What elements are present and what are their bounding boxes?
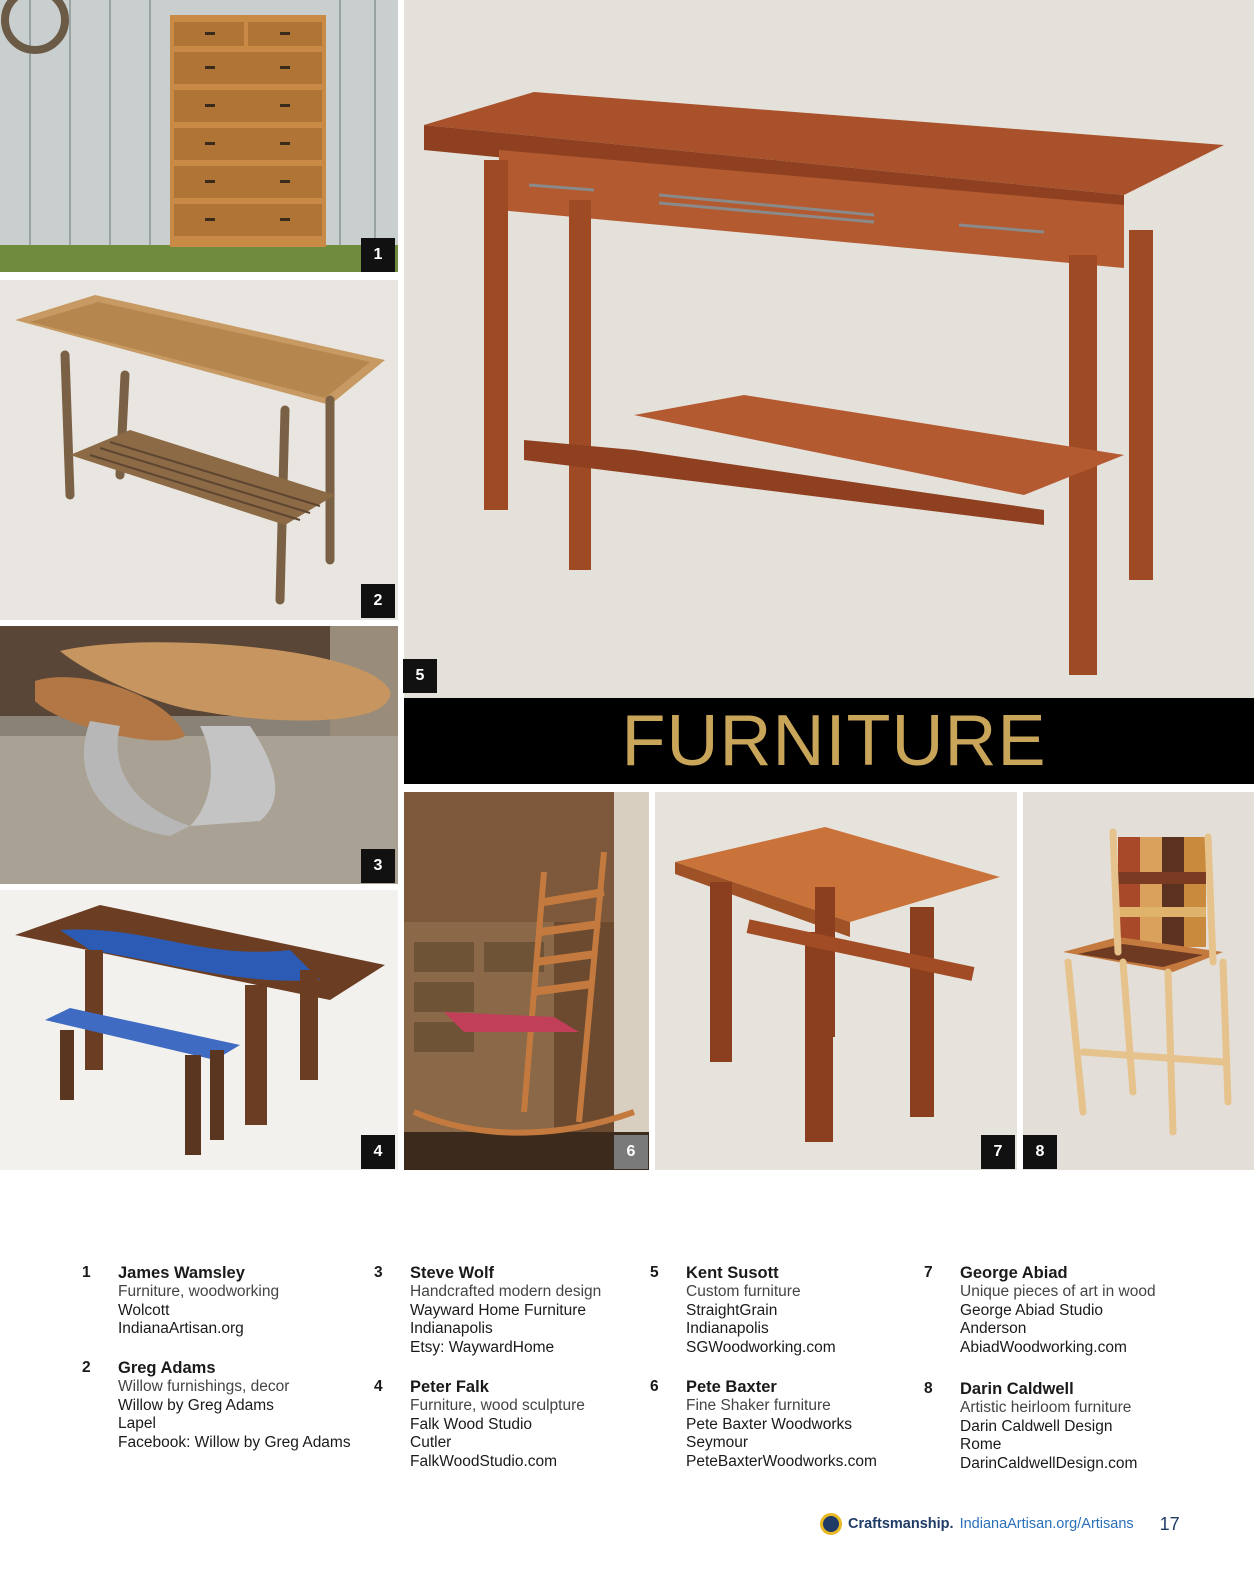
section-title-banner <box>404 698 1254 784</box>
artisan-web: Etsy: WaywardHome <box>410 1339 555 1357</box>
artisan-description: Custom furniture <box>686 1282 801 1300</box>
section-title: FURNITURE <box>621 701 1047 781</box>
artisan-city: Lapel <box>118 1415 156 1433</box>
credit-number: 7 <box>924 1264 933 1281</box>
photo-number-3: 3 <box>361 849 395 883</box>
footer-brand: Craftsmanship. <box>848 1516 954 1532</box>
photo-side-table <box>655 792 1017 1170</box>
credit-item <box>650 1378 930 1472</box>
artisan-web: FalkWoodStudio.com <box>410 1453 558 1471</box>
artisan-business: Darin Caldwell Design <box>960 1417 1113 1435</box>
artisan-description: Fine Shaker furniture <box>686 1396 831 1414</box>
artisan-description: Handcrafted modern design <box>410 1282 602 1300</box>
artisan-city: Rome <box>960 1436 1002 1454</box>
photo-number-7: 7 <box>981 1135 1015 1169</box>
photo-number-6: 6 <box>614 1135 648 1169</box>
artisan-city: Cutler <box>410 1434 452 1452</box>
artisan-web: SGWoodworking.com <box>686 1339 836 1357</box>
photo-number-4: 4 <box>361 1135 395 1169</box>
artisan-business: George Abiad Studio <box>960 1301 1104 1319</box>
credit-number: 8 <box>924 1380 933 1397</box>
credit-number: 6 <box>650 1378 659 1395</box>
craftsmanship-logo-icon <box>820 1513 842 1535</box>
credit-item <box>924 1264 1204 1358</box>
artisan-business: Falk Wood Studio <box>410 1415 533 1433</box>
artisan-name: George Abiad <box>960 1264 1068 1282</box>
artisan-web: AbiadWoodworking.com <box>960 1339 1127 1357</box>
credit-number: 1 <box>82 1264 91 1281</box>
artisan-city: Seymour <box>686 1434 749 1452</box>
credit-item <box>374 1264 654 1358</box>
artisan-name: Steve Wolf <box>410 1264 495 1282</box>
artisan-name: Darin Caldwell <box>960 1380 1074 1398</box>
photo-rocking-chair <box>404 792 649 1170</box>
artisan-business: Wayward Home Furniture <box>410 1301 587 1319</box>
photo-counter-stool <box>1023 792 1254 1170</box>
credit-item <box>650 1264 930 1358</box>
credit-number: 2 <box>82 1359 91 1376</box>
page-footer <box>820 1512 1180 1536</box>
photo-number-2: 2 <box>361 584 395 618</box>
artisan-description: Willow furnishings, decor <box>118 1377 290 1395</box>
artisan-name: Kent Susott <box>686 1264 779 1282</box>
credit-item <box>924 1380 1204 1474</box>
artisan-description: Artistic heirloom furniture <box>960 1398 1132 1416</box>
footer-link[interactable]: IndianaArtisan.org/Artisans <box>959 1516 1134 1532</box>
credit-item <box>82 1359 362 1453</box>
artisan-city: Indianapolis <box>410 1320 493 1338</box>
artisan-business: Pete Baxter Woodworks <box>686 1415 852 1433</box>
photo-number-8: 8 <box>1023 1135 1057 1169</box>
artisan-description: Furniture, wood sculpture <box>410 1396 585 1414</box>
credit-item <box>374 1378 654 1472</box>
photo-coffee-table <box>0 626 398 884</box>
artisan-web: PeteBaxterWoodworks.com <box>686 1453 877 1471</box>
photo-river-table <box>0 890 398 1170</box>
artisan-city: Anderson <box>960 1320 1027 1338</box>
artisan-business: Willow by Greg Adams <box>118 1396 274 1414</box>
page-number: 17 <box>1159 1513 1180 1534</box>
credit-number: 4 <box>374 1378 383 1395</box>
photo-willow-table <box>0 280 398 620</box>
photo-number-5: 5 <box>403 659 437 693</box>
artisan-web: Facebook: Willow by Greg Adams <box>118 1434 351 1452</box>
photo-dresser <box>0 0 398 272</box>
artisan-city: Indianapolis <box>686 1320 769 1338</box>
credit-item <box>82 1264 362 1339</box>
photo-hall-table <box>404 0 1254 698</box>
photo-number-1: 1 <box>361 238 395 272</box>
artisan-name: James Wamsley <box>118 1264 245 1282</box>
artisan-name: Pete Baxter <box>686 1378 777 1396</box>
artisan-description: Unique pieces of art in wood <box>960 1282 1156 1300</box>
artisan-name: Greg Adams <box>118 1359 216 1377</box>
artisan-description: Furniture, woodworking <box>118 1282 280 1300</box>
artisan-name: Peter Falk <box>410 1378 489 1396</box>
credit-number: 5 <box>650 1264 659 1281</box>
artisan-business: StraightGrain <box>686 1301 778 1319</box>
artisan-web: DarinCaldwellDesign.com <box>960 1455 1138 1473</box>
credit-number: 3 <box>374 1264 383 1281</box>
artisan-city: Wolcott <box>118 1301 170 1319</box>
artisan-web: IndianaArtisan.org <box>118 1320 244 1338</box>
